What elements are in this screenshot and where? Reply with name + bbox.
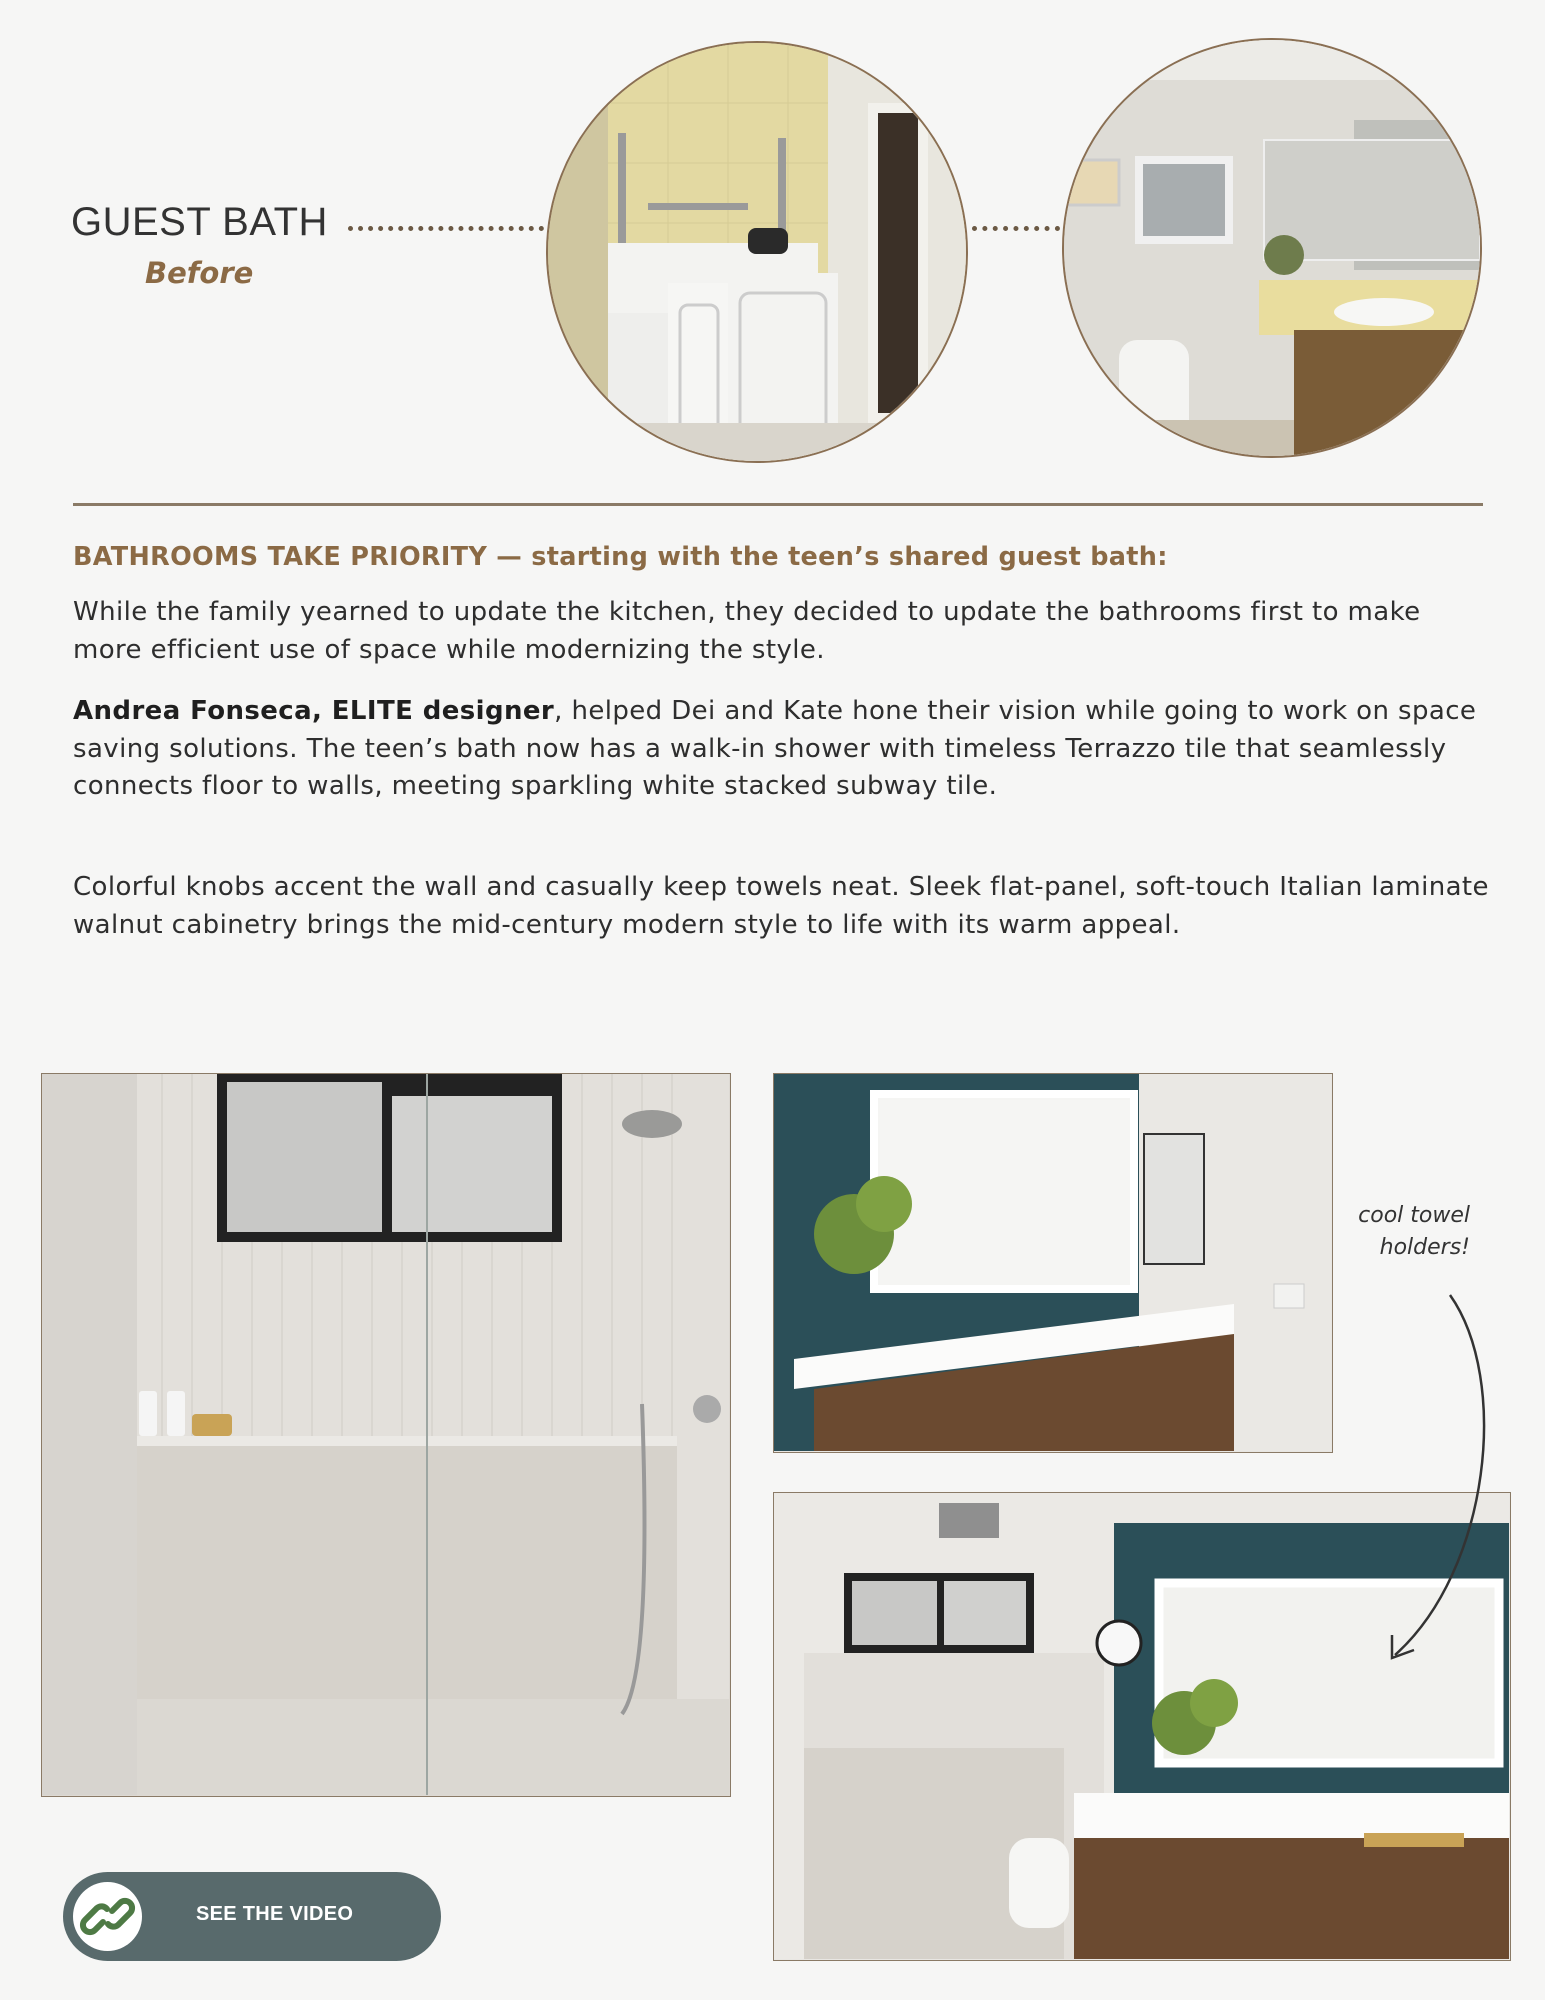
old-vanity-illustration: [1064, 40, 1480, 456]
after-photo-walk-in-shower: [41, 1073, 731, 1797]
designer-paragraph: [73, 693, 1493, 806]
after-photo-new-vanity: [773, 1073, 1333, 1453]
see-the-video-label: SEE THE VIDEO: [196, 1903, 354, 1925]
walk-in-shower-illustration: [42, 1074, 729, 1795]
see-the-video-button[interactable]: [63, 1872, 441, 1961]
before-photo-old-vanity: [1062, 38, 1482, 458]
annotation-line-2: holders!: [1379, 1235, 1470, 1260]
section-divider: [73, 503, 1483, 506]
section-title: GUEST BATH: [71, 200, 328, 244]
designer-paragraph-text: , helped Dei and Kate hone their vision while going to work on space saving solutions. The teen’s bath now has a walk-in shower with timeless Terrazzo tile that seamlessly connects floor to walls, meeting sparkling white stacked subway tile.: [73, 696, 1477, 801]
link-icon: [73, 1882, 142, 1951]
annotation-line-1: cool towel: [1358, 1203, 1470, 1228]
towel-holder-annotation: [1340, 1200, 1470, 1264]
dotted-connector: [972, 226, 1060, 231]
cabinetry-paragraph: Colorful knobs accent the wall and casually keep towels neat. Sleek flat-panel, soft-touch Italian laminate walnut cabinetry brings the mid-century modern style to life with its warm appeal.: [73, 872, 1489, 940]
before-label: Before: [145, 256, 254, 290]
intro-paragraph: While the family yearned to update the kitchen, they decided to update the bathrooms first to make more efficient use of space while modernizing the style.: [73, 597, 1421, 665]
walk-in-tub-illustration: [548, 43, 966, 461]
annotation-arrow-icon: [1380, 1290, 1510, 1670]
dotted-connector: [348, 226, 544, 231]
designer-name: Andrea Fonseca, ELITE designer: [73, 696, 555, 726]
subheading: BATHROOMS TAKE PRIORITY — starting with the teen’s shared guest bath:: [73, 542, 1168, 572]
new-vanity-illustration: [774, 1074, 1331, 1451]
before-photo-walk-in-tub: [546, 41, 968, 463]
